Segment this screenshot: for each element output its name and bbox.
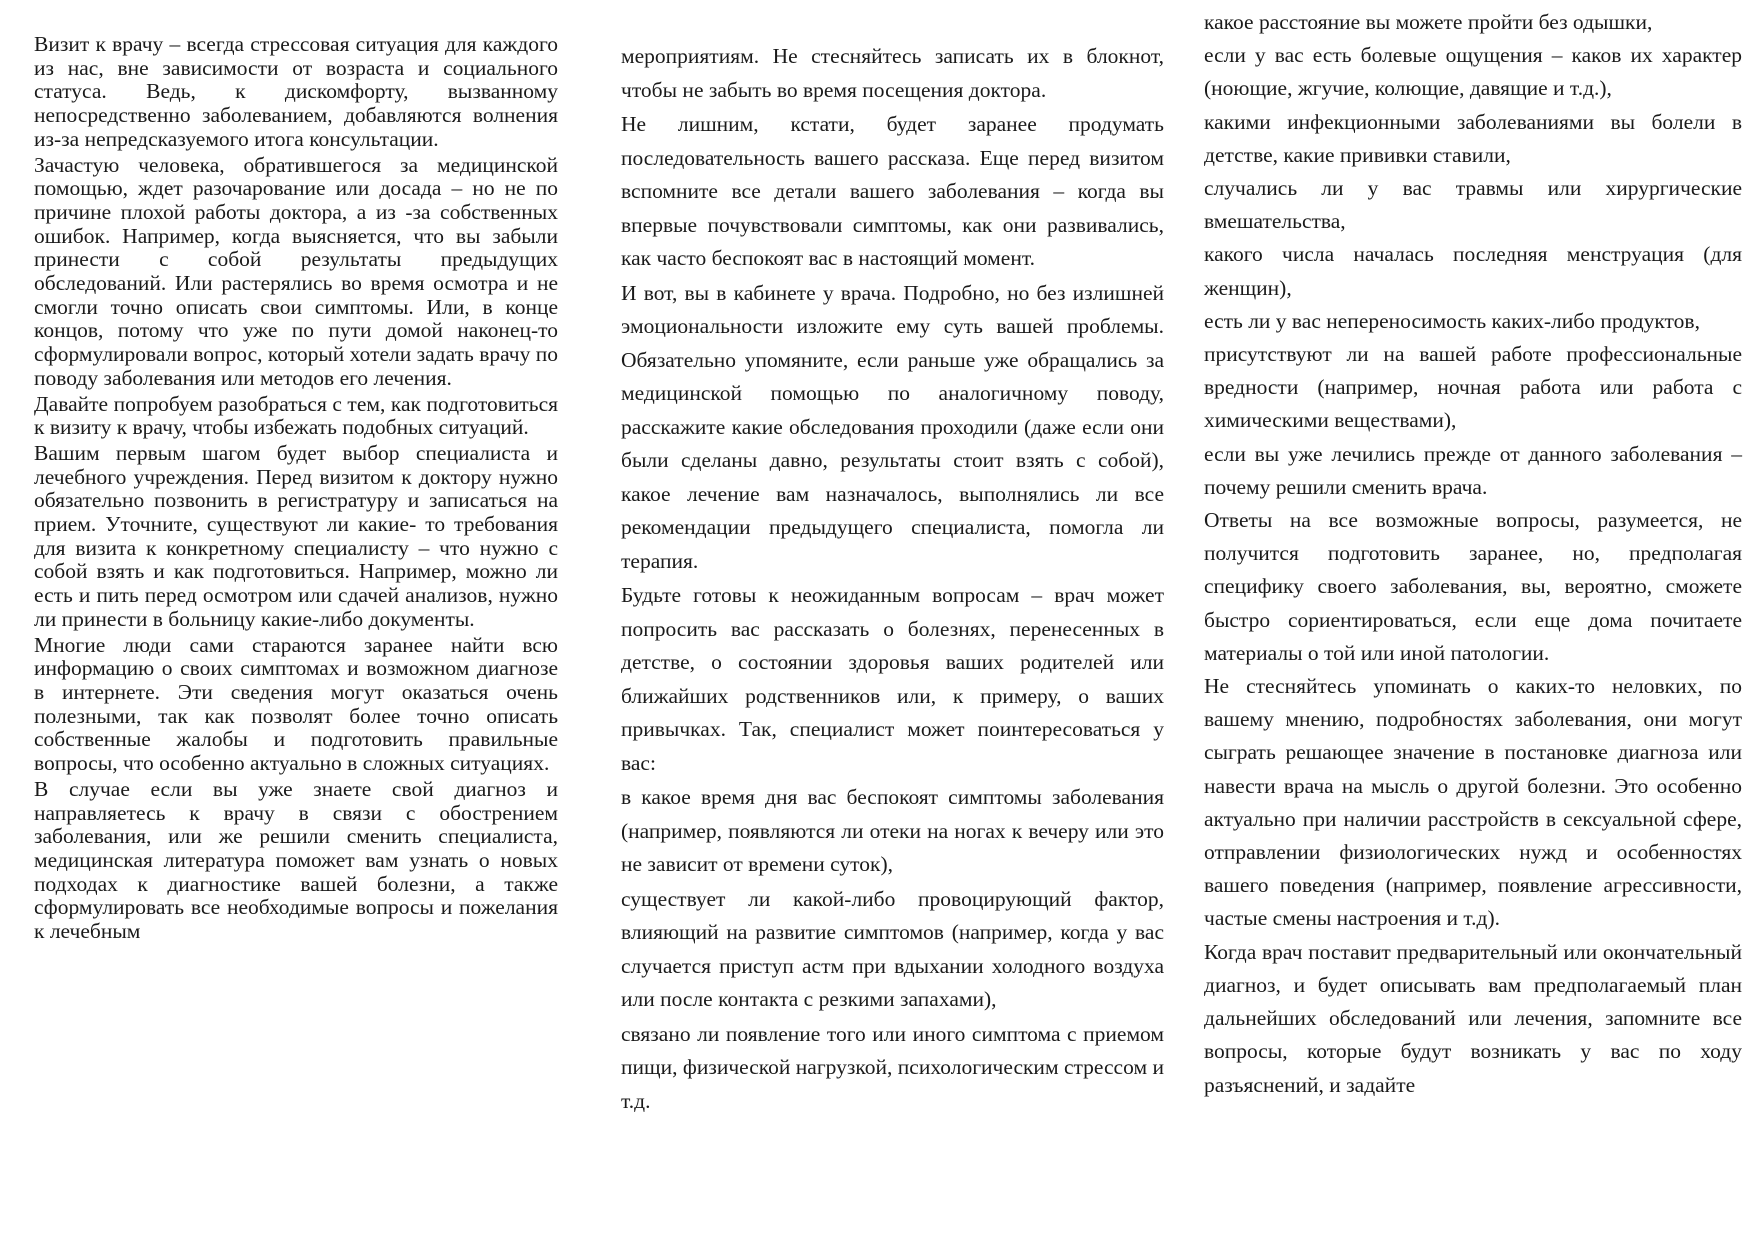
list-item: в какое время дня вас беспокоят симптомы заболевания (например, появляются ли отеки на ногах к вечеру или это не зависит от времени суток), bbox=[621, 785, 1164, 876]
list-item: есть ли у вас непереносимость каких-либо продуктов, bbox=[1204, 308, 1700, 333]
text-column-2 bbox=[621, 40, 1164, 1119]
list-item: какими инфекционными заболеваниями вы болели в детстве, какие прививки ставили, bbox=[1204, 109, 1742, 167]
text-column-3 bbox=[1204, 6, 1742, 1102]
list-item: связано ли появление того или иного симптома с приемом пищи, физической нагрузкой, психологическим стрессом и т.д. bbox=[621, 1021, 1164, 1113]
list-item: какого числа началась последняя менструация (для женщин), bbox=[1204, 242, 1742, 300]
paragraph: Зачастую человека, обратившегося за медицинской помощью, ждет разочарование или досада – но не по причине плохой работы доктора, а из -за собственных ошибок. Например, когда выясняется, что вы забыли принести с собой результаты предыдущих обследований. Или растерялись во время осмотра и не смогли точно описать свои симптомы. Или, в конце концов, потому что уже по пути домой наконец-то сформулировали вопрос, который хотели задать врачу по поводу заболевания или методов его лечения. bbox=[34, 152, 558, 390]
paragraph: Когда врач поставит предварительный или окончательный диагноз, и будет описывать вам предполагаемый план дальнейших обследований или лечения, запомните все вопросы, которые будут возникать у вас по ходу разъяснений, и задайте bbox=[1204, 939, 1742, 1097]
paragraph: Многие люди сами стараются заранее найти всю информацию о своих симптомах и возможном диагнозе в интернете. Эти сведения могут оказаться очень полезными, так как позволят более точно описать собственные жалобы и подготовить правильные вопросы, что особенно актуально в сложных ситуациях. bbox=[34, 632, 558, 776]
paragraph: Визит к врачу – всегда стрессовая ситуация для каждого из нас, вне зависимости от возраста и социального статуса. Ведь, к дискомфорту, вызванному непосредственно заболеванием, добавляются волнения из-за непредсказуемого итога консультации. bbox=[34, 32, 558, 151]
list-item: присутствуют ли на вашей работе профессиональные вредности (например, ночная работа или работа с химическими веществами), bbox=[1204, 342, 1742, 433]
list-item: если вы уже лечились прежде от данного заболевания – почему решили сменить врача. bbox=[1204, 441, 1742, 499]
list-item: существует ли какой-либо провоцирующий фактор, влияющий на развитие симптомов (например, когда у вас случается приступ астм при вдыхании холодного воздуха или после контакта с резкими запахами), bbox=[621, 886, 1164, 1011]
paragraph: Не лишним, кстати, будет заранее продумать последовательность вашего рассказа. Еще перед визитом вспомните все детали вашего заболевания – когда вы впервые почувствовали симптомы, как они развивались, как часто беспокоят вас в настоящий момент. bbox=[621, 112, 1164, 270]
paragraph: мероприятиям. Не стесняйтесь записать их в блокнот, чтобы не забыть во время посещения доктора. bbox=[621, 44, 1164, 102]
paragraph: Будьте готовы к неожиданным вопросам – врач может попросить вас рассказать о болезнях, перенесенных в детстве, о состоянии здоровья ваших родителей или ближайших родственников или, к примеру, о ваших привычках. Так, специалист может поинтересоваться у вас: bbox=[621, 583, 1164, 775]
paragraph: Давайте попробуем разобраться с тем, как подготовиться к визиту к врачу, чтобы избежать подобных ситуаций. bbox=[34, 391, 558, 440]
paragraph: Вашим первым шагом будет выбор специалиста и лечебного учреждения. Перед визитом к доктору нужно обязательно позвонить в регистратуру и записаться на прием. Уточните, существуют ли какие- то требования для визита к конкретному специалисту – что нужно с собой взять и как подготовиться. Например, можно ли есть и пить перед осмотром или сдачей анализов, нужно ли принести в больницу какие-либо документы. bbox=[34, 440, 558, 631]
list-item: какое расстояние вы можете пройти без одышки, bbox=[1204, 10, 1653, 34]
paragraph: И вот, вы в кабинете у врача. Подробно, но без излишней эмоциональности изложите ему суть вашей проблемы. Обязательно упомяните, если раньше уже обращались за медицинской помощью по аналогичному поводу, расскажите какие обследования проходили (даже если они были сделаны давно, результаты стоит взять с собой), какое лечение вам назначалось, выполнялись ли все рекомендации предыдущего специалиста, помогла ли терапия. bbox=[621, 280, 1164, 573]
list-item: случались ли у вас травмы или хирургические вмешательства, bbox=[1204, 176, 1742, 234]
text-column-1 bbox=[34, 33, 558, 946]
paragraph: В случае если вы уже знаете свой диагноз и направляетесь к врачу в связи с обострением заболевания, или же решили сменить специалиста, медицинская литература поможет вам узнать о новых подходах к диагностике вашей болезни, а также сформулировать все необходимые вопросы и пожелания к лечебным bbox=[34, 776, 558, 944]
paragraph: Не стесняйтесь упоминать о каких-то неловких, по вашему мнению, подробностях заболевания, они могут сыграть решающее значение в постановке диагноза или навести врача на мысль о другой болезни. Это особенно актуально при наличии расстройств в сексуальной сфере, отправлении физиологических нужд и особенностях вашего поведения (например, появление агрессивности, частые смены настроения и т.д). bbox=[1204, 674, 1742, 931]
paragraph: Ответы на все возможные вопросы, разумеется, не получится подготовить заранее, но, предполагая специфику своего заболевания, вы, вероятно, сможете быстро сориентироваться, если еще дома почитаете материалы о той или иной патологии. bbox=[1204, 508, 1742, 665]
list-item: если у вас есть болевые ощущения – каков их характер (ноющие, жгучие, колющие, давящие и т.д.), bbox=[1204, 43, 1742, 101]
